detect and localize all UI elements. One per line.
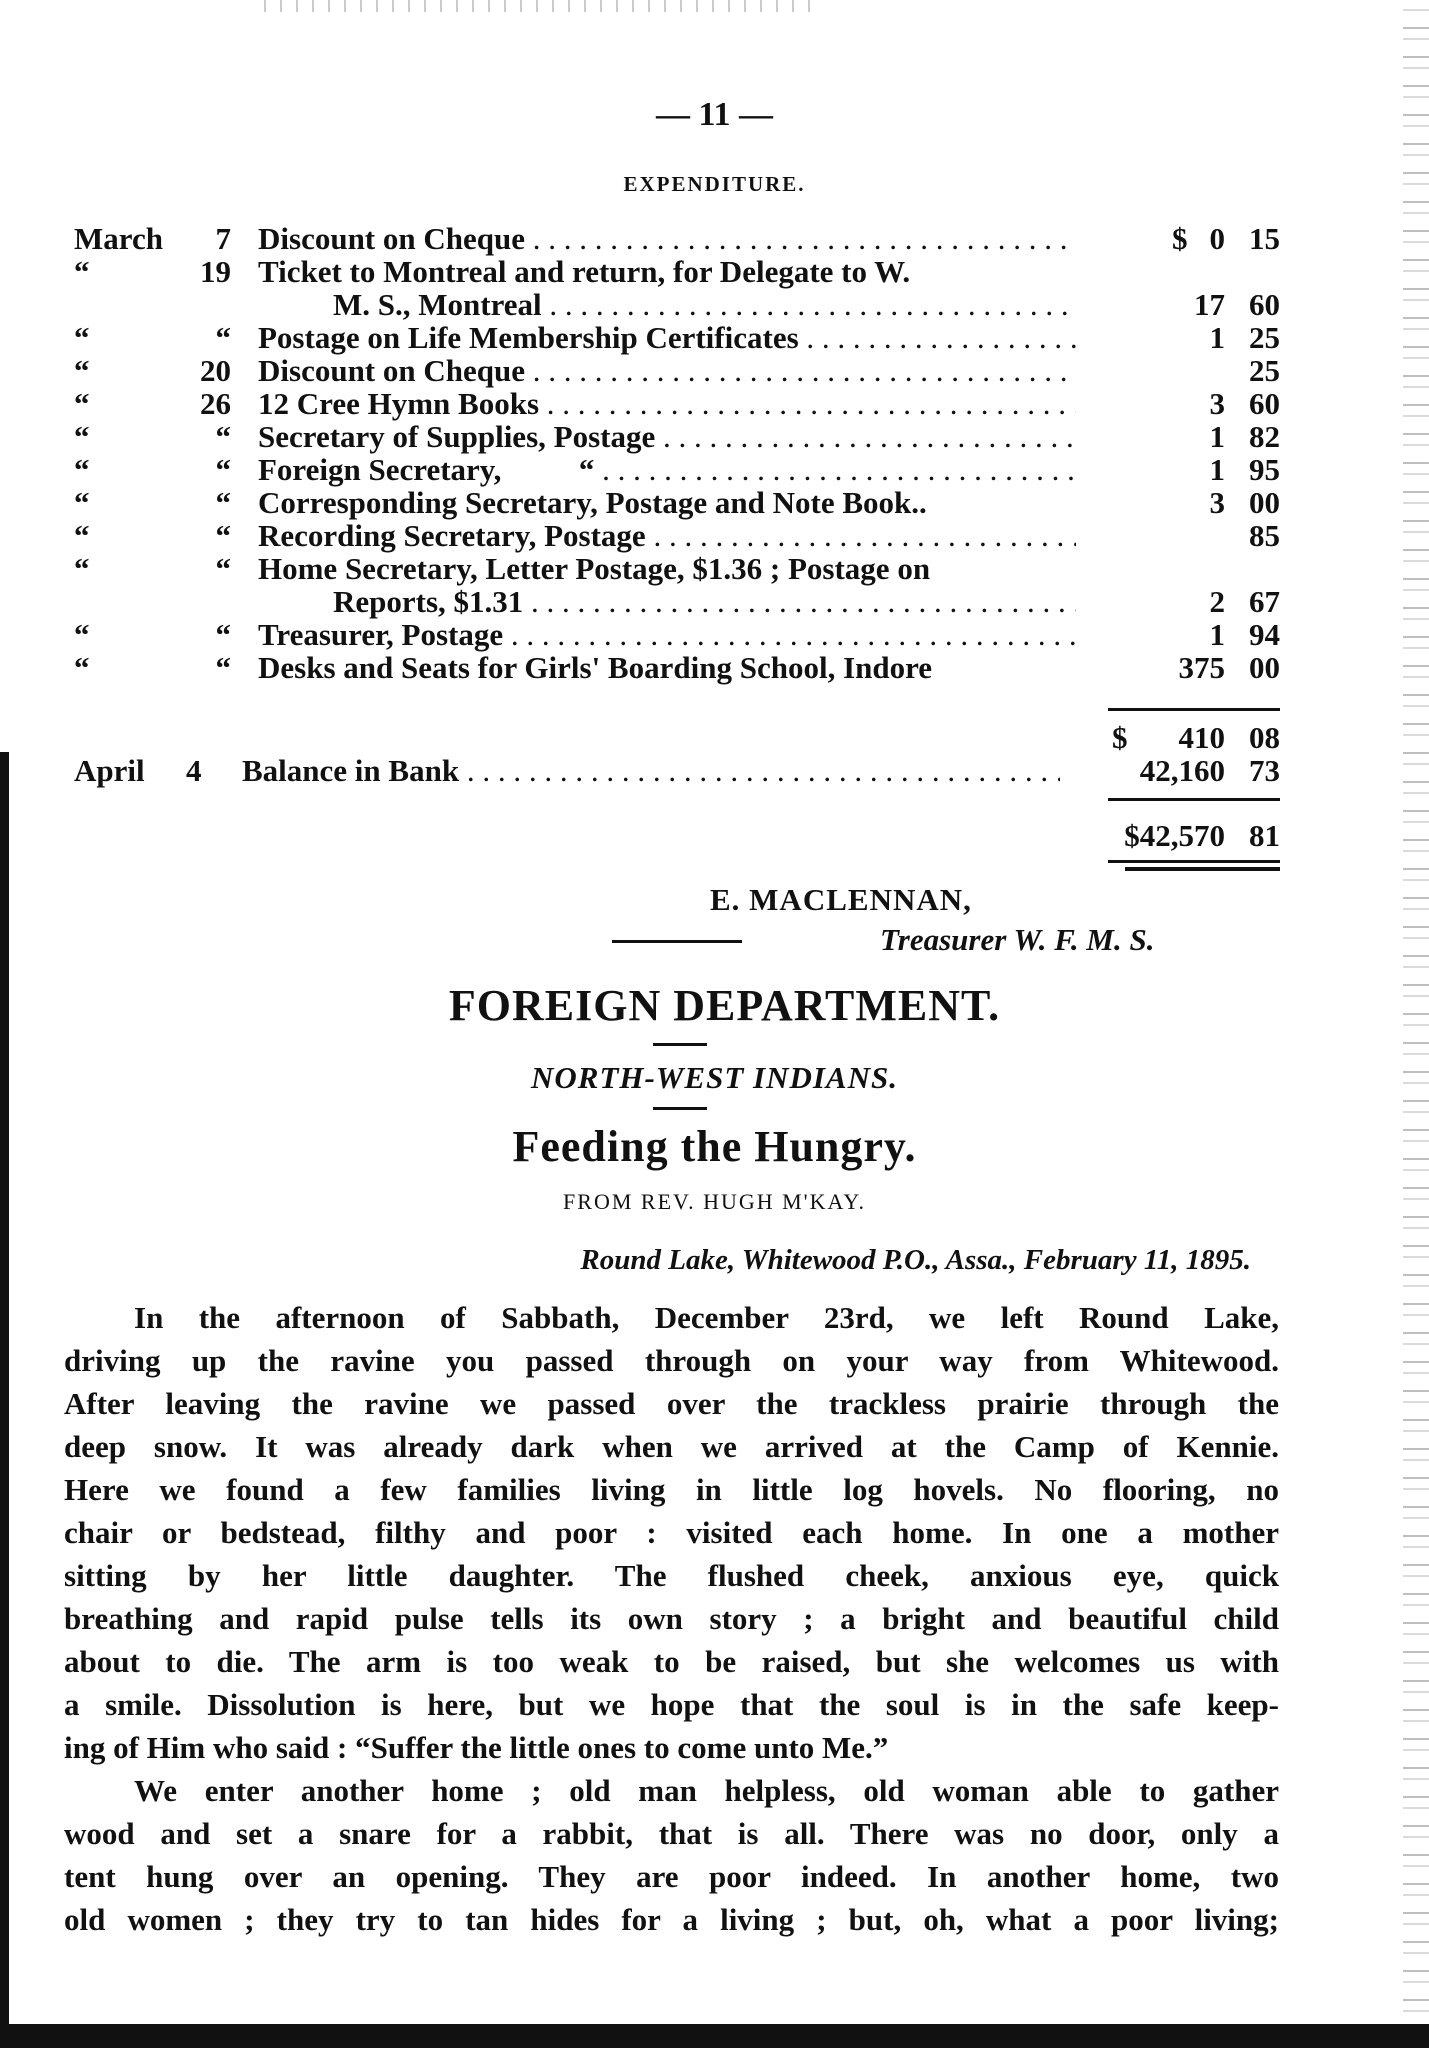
ledger-cents: 60 [1249, 287, 1280, 322]
ledger-description: Desks and Seats for Girls' Boarding School, Indore [258, 651, 933, 685]
subtotal-rule [1108, 708, 1280, 711]
ledger-month: “ [74, 254, 90, 289]
ledger-day: “ [215, 518, 231, 553]
ledger-dollars: 2 [1209, 584, 1225, 619]
ledger-description: Secretary of Supplies, Postage . . . [258, 420, 1076, 454]
ledger-cents: 60 [1249, 386, 1280, 421]
ledger-cents: 85 [1249, 518, 1280, 553]
department-rule [653, 1043, 707, 1046]
ledger-row [0, 420, 1429, 454]
ledger-row [0, 222, 1429, 256]
body-line: old women ; they try to tan hides for a living ; but, oh, what a poor living; [64, 1902, 1279, 1937]
signature-dash [612, 940, 742, 943]
subtotal-cents: 08 [1249, 720, 1280, 755]
balance-dollars: 42,160 [1139, 753, 1225, 788]
section-heading: EXPENDITURE. [623, 172, 806, 196]
scan-border-left [0, 752, 9, 2037]
balance-day: 4 [186, 753, 202, 788]
scan-border-bottom [0, 2024, 1429, 2048]
ledger-description: Ticket to Montreal and return, for Delegate to W. [258, 255, 911, 289]
ledger-row [0, 618, 1429, 652]
ledger-cents: 25 [1249, 353, 1280, 388]
ledger-row-continuation [0, 288, 1429, 322]
page-number: — 11 — [655, 96, 774, 133]
body-line: driving up the ravine you passed through on your way from Whitewood. [64, 1343, 1279, 1378]
ledger-month: “ [74, 419, 90, 454]
ledger-description-continuation: Reports, $1.31 . . . [333, 585, 1076, 619]
ledger-cents: 67 [1249, 584, 1280, 619]
ledger-dollar-sign: $ [1172, 221, 1188, 256]
ledger-row [0, 552, 1429, 586]
treasurer-name: E. MACLENNAN, [710, 882, 972, 917]
body-line: chair or bedstead, filthy and poor : visited each home. In one a mother [64, 1515, 1279, 1550]
ledger-row [0, 387, 1429, 421]
body-line: tent hung over an opening. They are poor indeed. In another home, two [64, 1859, 1279, 1894]
ledger-cents: 15 [1249, 221, 1280, 256]
ledger-dollars: 0 [1209, 221, 1225, 256]
ledger-month: March [74, 221, 163, 256]
article-body [64, 1296, 1279, 1941]
ledger-row [0, 354, 1429, 388]
ledger-day: “ [215, 452, 231, 487]
ledger-month: “ [74, 320, 90, 355]
ledger-cents: 00 [1249, 485, 1280, 520]
ledger-row [0, 519, 1429, 553]
body-line: breathing and rapid pulse tells its own story ; a bright and beautiful child [64, 1601, 1279, 1636]
balance-cents: 73 [1249, 753, 1280, 788]
ledger-description-continuation: M. S., Montreal . . . [333, 288, 1076, 322]
body-line: about to die. The arm is too weak to be raised, but she welcomes us with [64, 1644, 1279, 1679]
ledger-month: “ [74, 518, 90, 553]
ledger-description: Foreign Secretary, “ . . . [258, 453, 1076, 487]
ledger-row [0, 486, 1429, 520]
ledger-row [0, 255, 1429, 289]
body-line: deep snow. It was already dark when we arrived at the Camp of Kennie. [64, 1429, 1279, 1464]
ledger-description: 12 Cree Hymn Books . . . [258, 387, 1076, 421]
ledger-month: “ [74, 650, 90, 685]
ledger-cents: 94 [1249, 617, 1280, 652]
ledger-description: Postage on Life Membership Certificates . . . [258, 321, 1076, 355]
scan-noise-top [250, 0, 810, 12]
ledger-month: “ [74, 353, 90, 388]
ledger-description: Corresponding Secretary, Postage and Note Book.. [258, 486, 927, 520]
subheading-rule [653, 1107, 707, 1110]
ledger-day: “ [215, 320, 231, 355]
ledger-dollars: 375 [1178, 650, 1225, 685]
ledger-day: 20 [200, 353, 231, 388]
body-line: ing of Him who said : “Suffer the little ones to come unto Me.” [64, 1730, 889, 1765]
ledger-day: 7 [215, 221, 231, 256]
total-dollars: $42,570 [1124, 818, 1225, 853]
body-line: wood and set a snare for a rabbit, that is all. There was no door, only a [64, 1816, 1279, 1851]
department-subheading: NORTH-WEST INDIANS. [531, 1060, 898, 1095]
ledger-dollars: 17 [1194, 287, 1225, 322]
balance-month: April [74, 753, 145, 788]
ledger-dollars: 3 [1209, 386, 1225, 421]
balance-description: Balance in Bank . . . [242, 754, 1060, 788]
ledger-description: Treasurer, Postage . . . [258, 618, 1076, 652]
ledger-day: “ [215, 650, 231, 685]
treasurer-title: Treasurer W. F. M. S. [880, 922, 1155, 957]
ledger-dollars: 1 [1209, 452, 1225, 487]
ledger-cents: 25 [1249, 320, 1280, 355]
ledger-row-continuation [0, 585, 1429, 619]
body-line: Here we found a few families living in little log hovels. No flooring, no [64, 1472, 1279, 1507]
article-title: Feeding the Hungry. [512, 1122, 917, 1171]
ledger-day: “ [215, 617, 231, 652]
ledger-subtotal-row [0, 721, 1429, 755]
ledger-row [0, 321, 1429, 355]
total-double-rule-1 [1108, 860, 1280, 863]
body-line: sitting by her little daughter. The flushed cheek, anxious eye, quick [64, 1558, 1279, 1593]
body-line: In the afternoon of Sabbath, December 23rd, we left Round Lake, [134, 1300, 1279, 1335]
ledger-total-row [0, 819, 1429, 853]
ledger-description: Home Secretary, Letter Postage, $1.36 ; Postage on [258, 552, 931, 586]
ledger-dollars: 3 [1209, 485, 1225, 520]
ledger-row [0, 651, 1429, 685]
ledger-balance-row [0, 754, 1429, 788]
body-line: a smile. Dissolution is here, but we hope that the soul is in the safe keep- [64, 1687, 1279, 1722]
article-byline: FROM REV. HUGH M'KAY. [563, 1189, 866, 1214]
ledger-month: “ [74, 617, 90, 652]
ledger-day: “ [215, 419, 231, 454]
ledger-day: “ [215, 551, 231, 586]
total-top-rule [1108, 798, 1280, 801]
department-title: FOREIGN DEPARTMENT. [448, 981, 1001, 1030]
ledger-cents: 00 [1249, 650, 1280, 685]
total-cents: 81 [1249, 818, 1280, 853]
body-line: We enter another home ; old man helpless, old woman able to gather [134, 1773, 1279, 1808]
ledger-dollars: 1 [1209, 320, 1225, 355]
ledger-month: “ [74, 386, 90, 421]
subtotal-dollar-sign: $ [1112, 720, 1128, 755]
ledger-row [0, 453, 1429, 487]
ledger-dollars: 1 [1209, 617, 1225, 652]
ledger-day: 19 [200, 254, 231, 289]
ledger-month: “ [74, 452, 90, 487]
ledger-dollars: 1 [1209, 419, 1225, 454]
ledger-month: “ [74, 551, 90, 586]
body-line: After leaving the ravine we passed over the trackless prairie through the [64, 1386, 1279, 1421]
ledger-day: 26 [200, 386, 231, 421]
ledger-day: “ [215, 485, 231, 520]
ledger-month: “ [74, 485, 90, 520]
article-dateline: Round Lake, Whitewood P.O., Assa., February 11, 1895. [580, 1244, 1251, 1276]
ledger-cents: 82 [1249, 419, 1280, 454]
subtotal-dollars: 410 [1178, 720, 1225, 755]
ledger-description: Discount on Cheque . . . [258, 354, 1076, 388]
ledger-description: Recording Secretary, Postage . . . [258, 519, 1076, 553]
ledger-description: Discount on Cheque . . . [258, 222, 1076, 256]
ledger-cents: 95 [1249, 452, 1280, 487]
total-double-rule-2 [1125, 867, 1280, 871]
